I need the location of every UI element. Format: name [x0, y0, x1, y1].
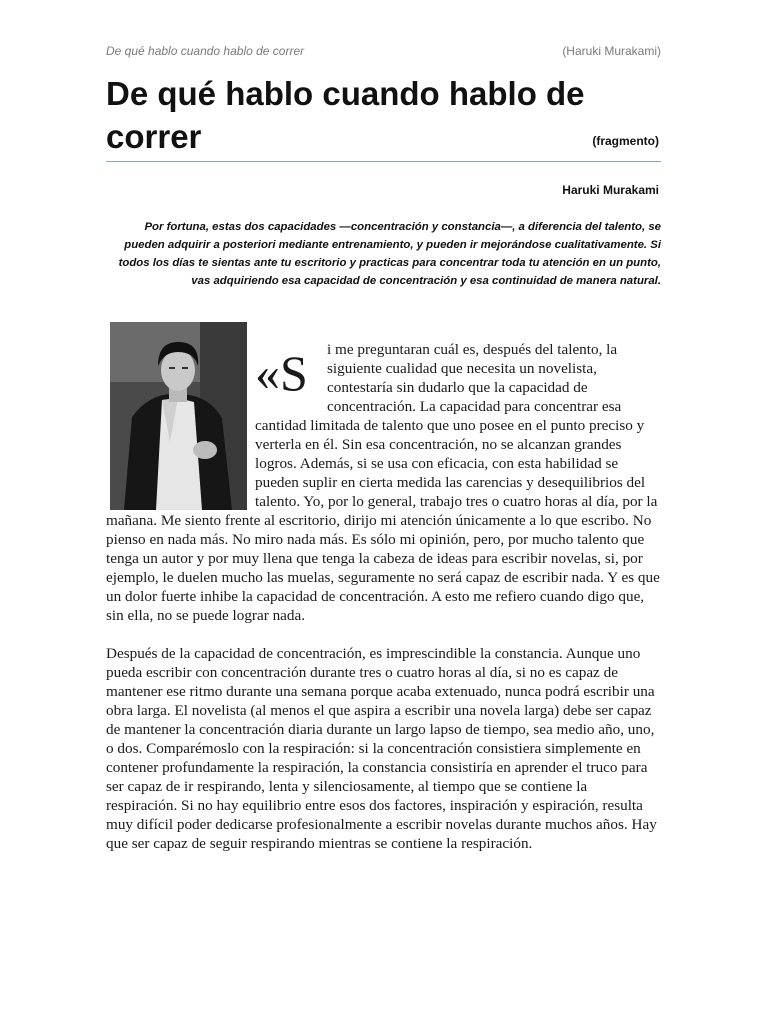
paragraph-2: Después de la capacidad de concentración, es imprescindible la constancia. Aunque uno pueda escribir con concentración durante tres o cuatro horas al día, si no es capaz de mantener ese ritmo durante una semana porque acaba extenuado, nunca podrá escribir una obra larga. El novelista (al menos el que aspira a escribir una novela larga) debe ser capaz de mantener la concentración diaria durante un largo lapso de tiempo, sea medio año, uno, o dos. Comparémoslo con la respiración: si la concentración consistiera simplemente en contener profundamente la respiración, la constancia consistiría en aprender el truco para ser capaz de ir respirando, lenta y silenciosamente, al tiempo que se contiene la respiración. Si no hay equilibrio entre esos dos factores, inspiración y espiración, resulta muy difícil poder dedicarse profesionalmente a escribir novelas durante muchos años. Hay que ser capaz de seguir respirando mientras se contiene la respiración. — [106, 645, 657, 852]
fragment-label: (fragmento) — [592, 134, 659, 148]
photo-space — [106, 340, 251, 510]
running-header-author: (Haruki Murakami) — [562, 44, 661, 58]
article-body — [106, 340, 661, 853]
running-header-title: De qué hablo cuando hablo de correr — [106, 44, 305, 58]
author-name: Haruki Murakami — [562, 183, 659, 197]
dropcap: «S — [255, 345, 308, 401]
title-divider — [106, 161, 661, 162]
paragraph-1: i me preguntaran cuál es, después del talento, la siguiente cualidad que necesita un novelista, contestaría sin dudarlo que la capacidad de concentración. La capacidad para concentrar esa cantidad limitada de talento que uno posee en el punto preciso y verterla en él. Sin esa concentración, no se alcanzan grandes logros. Además, si se usa con eficacia, con esta habilidad se pueden suplir en cierta medida las carencias y desequilibrios del talento. Yo, por lo general, trabajo tres o cuatro horas al día, por la mañana. Me siento frente al escritorio, dirijo mi atención únicamente a lo que escribo. No pienso en nada más. No miro nada más. Es sólo mi opinión, pero, por mucho talento que tenga un autor y por muy llena que tenga la cabeza de ideas para escribir novelas, si, por ejemplo, le duelen mucho las muelas, seguramente no será capaz de escribir nada. Y es que un dolor fuerte inhibe la capacidad de concentración. A esto me refiero cuando digo que, sin ella, no se puede lograr nada. — [106, 341, 660, 624]
document-page — [106, 0, 661, 1024]
paragraph-gap — [106, 625, 661, 644]
dropcap-box — [255, 340, 327, 414]
page-title: De qué hablo cuando hablo de correr — [106, 75, 585, 155]
epigraph: Por fortuna, estas dos capacidades —concentración y constancia—, a diferencia del talento, se pueden adquirir a posteriori mediante entrenamiento, y pueden ir mejorándose cualitativamente. Si todos los días te sientas ante tu escritorio y practicas para concentrar toda tu atención en un punto, vas adquiriendo esa capacidad de concentración y esa continuidad de manera natural. — [118, 221, 661, 287]
